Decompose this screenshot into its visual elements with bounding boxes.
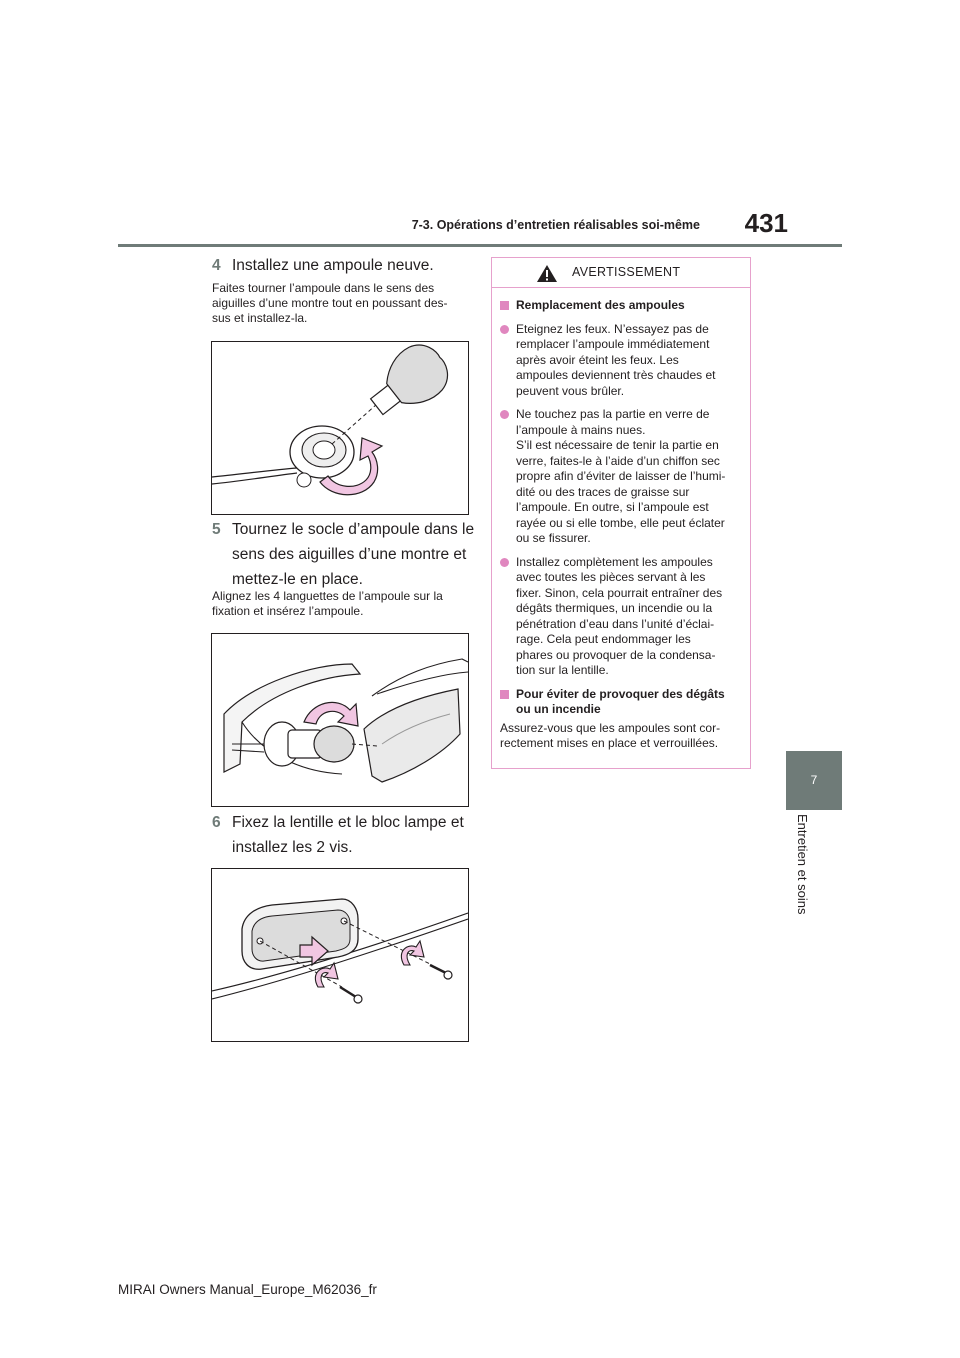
warning-header [492,258,750,288]
warning-section-title: Remplacement des ampoules [500,298,742,314]
step-number: 5 [212,521,221,538]
footer-text: MIRAI Owners Manual_Europe_M62036_fr [118,1282,377,1297]
warning-bullet: Ne touchez pas la partie en verre de l’ampoule à mains nues. S’il est nécessaire de tenir la partie en verre, faites-le à l’aide d’un chiffon sec propre afin d’éviter de laisser de l’humi- dité ou des traces de graisse sur l’ampoule. En outre, si l’ampoule est rayée ou si elle tombe, elle peut éclater ou se fissurer. [500,407,742,547]
step-5 [212,517,474,592]
section-title: 7-3. Opérations d’entretien réalisables soi-même [411,218,700,232]
warning-icon [536,264,558,283]
figure-turn-socket [211,633,469,807]
warning-heading: AVERTISSEMENT [572,265,681,279]
square-bullet-icon [500,301,509,310]
step-6 [212,810,464,860]
header-rule [118,244,842,247]
round-bullet-icon [500,410,509,419]
warning-paragraph: Assurez-vous que les ampoules sont cor- rectement mises en place et verrouillées. [500,720,721,750]
page-number: 431 [744,208,788,238]
step-4 [212,253,434,278]
warning-bullet: Installez complètement les ampoules avec toutes les pièces servant à les fixer. Sinon, cela pourrait entraîner des dégâts thermiques, un incendie ou la pénétration d’eau dans l’unité d’éclai- rage. Cela peut endommager les phares ou provoquer de la condensa- tion sur la lentille. [500,555,742,679]
figure-install-lens [211,868,469,1042]
chapter-tab: 7 [786,751,842,810]
round-bullet-icon [500,558,509,567]
step-4-note: Faites tourner l’ampoule dans le sens des aiguilles d’une montre tout en poussant des- sus et installez-la. [212,281,448,325]
step-title: Fixez la lentille et le bloc lampe et installez les 2 vis. [232,814,464,856]
figure-install-bulb [211,341,469,515]
step-title: Installez une ampoule neuve. [232,257,434,274]
warning-bullet: Eteignez les feux. N’essayez pas de remplacer l’ampoule immédiatement après avoir éteint les feux. Les ampoules deviennent très chaudes et peuvent vous brûler. [500,322,742,400]
chapter-label: Entretien et soins [795,814,810,915]
square-bullet-icon [500,690,509,699]
warning-body [492,288,750,752]
round-bullet-icon [500,325,509,334]
step-number: 6 [212,814,221,831]
step-number: 4 [212,257,221,274]
step-5-note: Alignez les 4 languettes de l’ampoule sur la fixation et insérez l’ampoule. [212,589,443,618]
warning-box [491,257,751,769]
warning-section-title: Pour éviter de provoquer des dégâts ou un incendie [500,687,742,718]
step-title: Tournez le socle d’ampoule dans le sens des aiguilles d’une montre et mettez-le en place. [232,521,475,588]
